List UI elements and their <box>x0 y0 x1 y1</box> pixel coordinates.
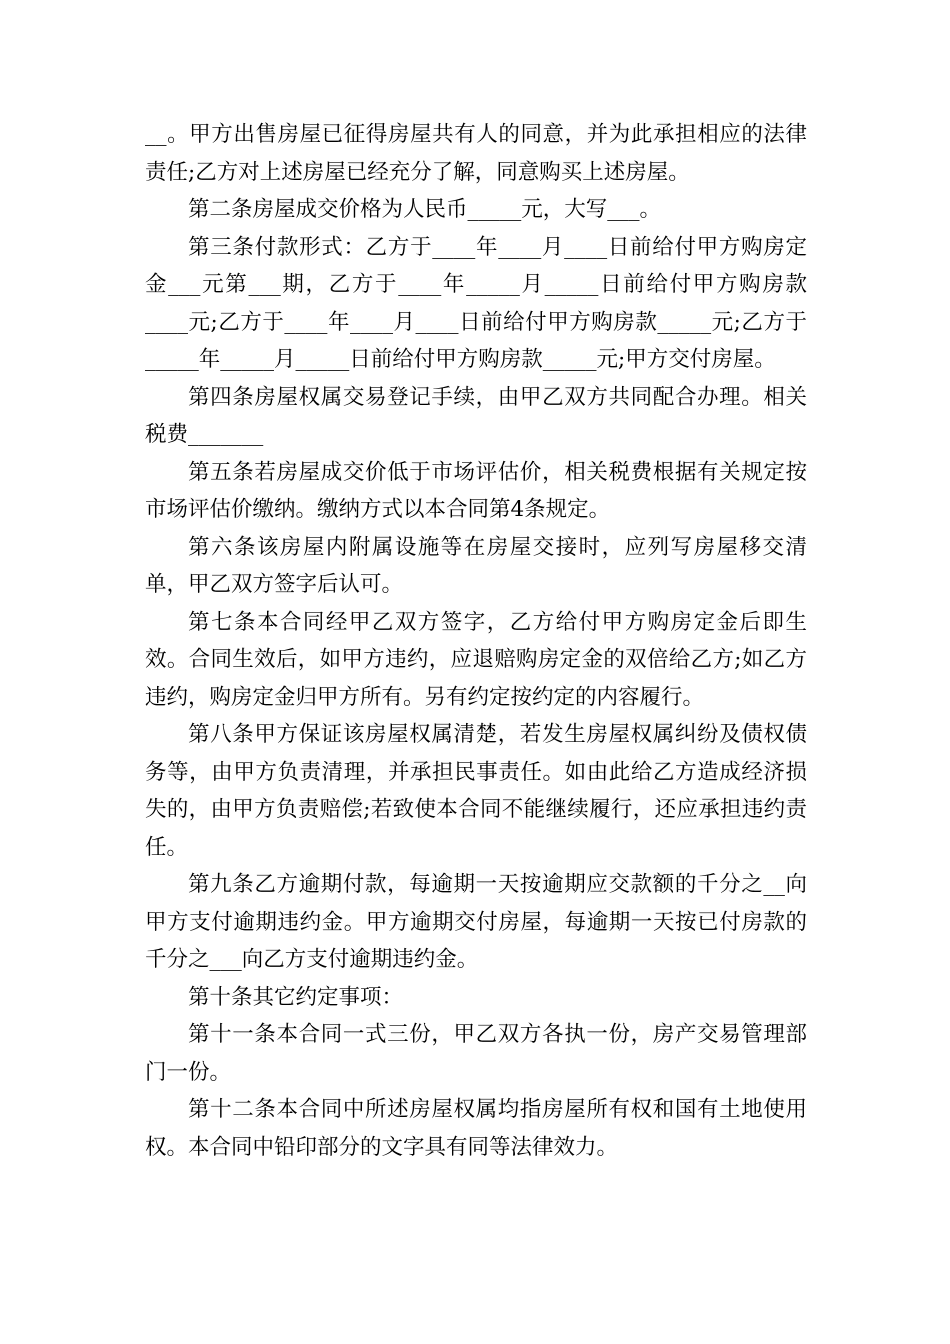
clause-10-other: 第十条其它约定事项： <box>188 984 404 1010</box>
clause-2-price: 第二条房屋成交价格为人民币_____元，大写___。 <box>188 197 662 222</box>
clause-9-late-payment: 第九条乙方逾期付款，每逾期一天按逾期应交款额的千分之__向甲方支付逾期违约金。甲方逾期交付房屋，每逾期一天按已付房款的千分之___向乙方支付逾期违约金。 <box>145 872 807 972</box>
clause-8-guarantee: 第八条甲方保证该房屋权属清楚，若发生房屋权属纠纷及债权债务等，由甲方负责清理，并承担民事责任。如由此给乙方造成经济损失的，由甲方负责赔偿;若致使本合同不能继续履行，还应承担违约责任。 <box>145 722 807 860</box>
clause-5-valuation: 第五条若房屋成交价低于市场评估价，相关税费根据有关规定按市场评估价缴纳。缴纳方式以本合同第4条规定。 <box>145 459 807 522</box>
clause-11-copies: 第十一条本合同一式三份，甲乙双方各执一份，房产交易管理部门一份。 <box>145 1022 807 1085</box>
clause-4-registration: 第四条房屋权属交易登记手续，由甲乙双方共同配合办理。相关税费_______ <box>145 384 807 447</box>
clause-7-effect: 第七条本合同经甲乙双方签字，乙方给付甲方购房定金后即生效。合同生效后，如甲方违约，应退赔购房定金的双倍给乙方;如乙方违约，购房定金归甲方所有。另有约定按约定的内容履行。 <box>145 609 807 710</box>
clause-3-payment: 第三条付款形式：乙方于____年____月____日前给付甲方购房定金___元第___期，乙方于____年_____月_____日前给付甲方购房款____元;乙方于____年____月____日前给付甲方购房款_____元;乙方于_____年_____月_____日前给付甲方购房款_____元;甲方交付房屋。 <box>145 234 807 372</box>
clause-6-facilities: 第六条该房屋内附属设施等在房屋交接时，应列写房屋移交清单，甲乙双方签字后认可。 <box>145 534 807 597</box>
paragraph-continuation: __。甲方出售房屋已征得房屋共有人的同意，并为此承担相应的法律责任;乙方对上述房屋已经充分了解，同意购买上述房屋。 <box>145 122 807 185</box>
clause-12-ownership: 第十二条本合同中所述房屋权属均指房屋所有权和国有土地使用权。本合同中铅印部分的文字具有同等法律效力。 <box>145 1097 807 1160</box>
document-page <box>145 116 807 1166</box>
